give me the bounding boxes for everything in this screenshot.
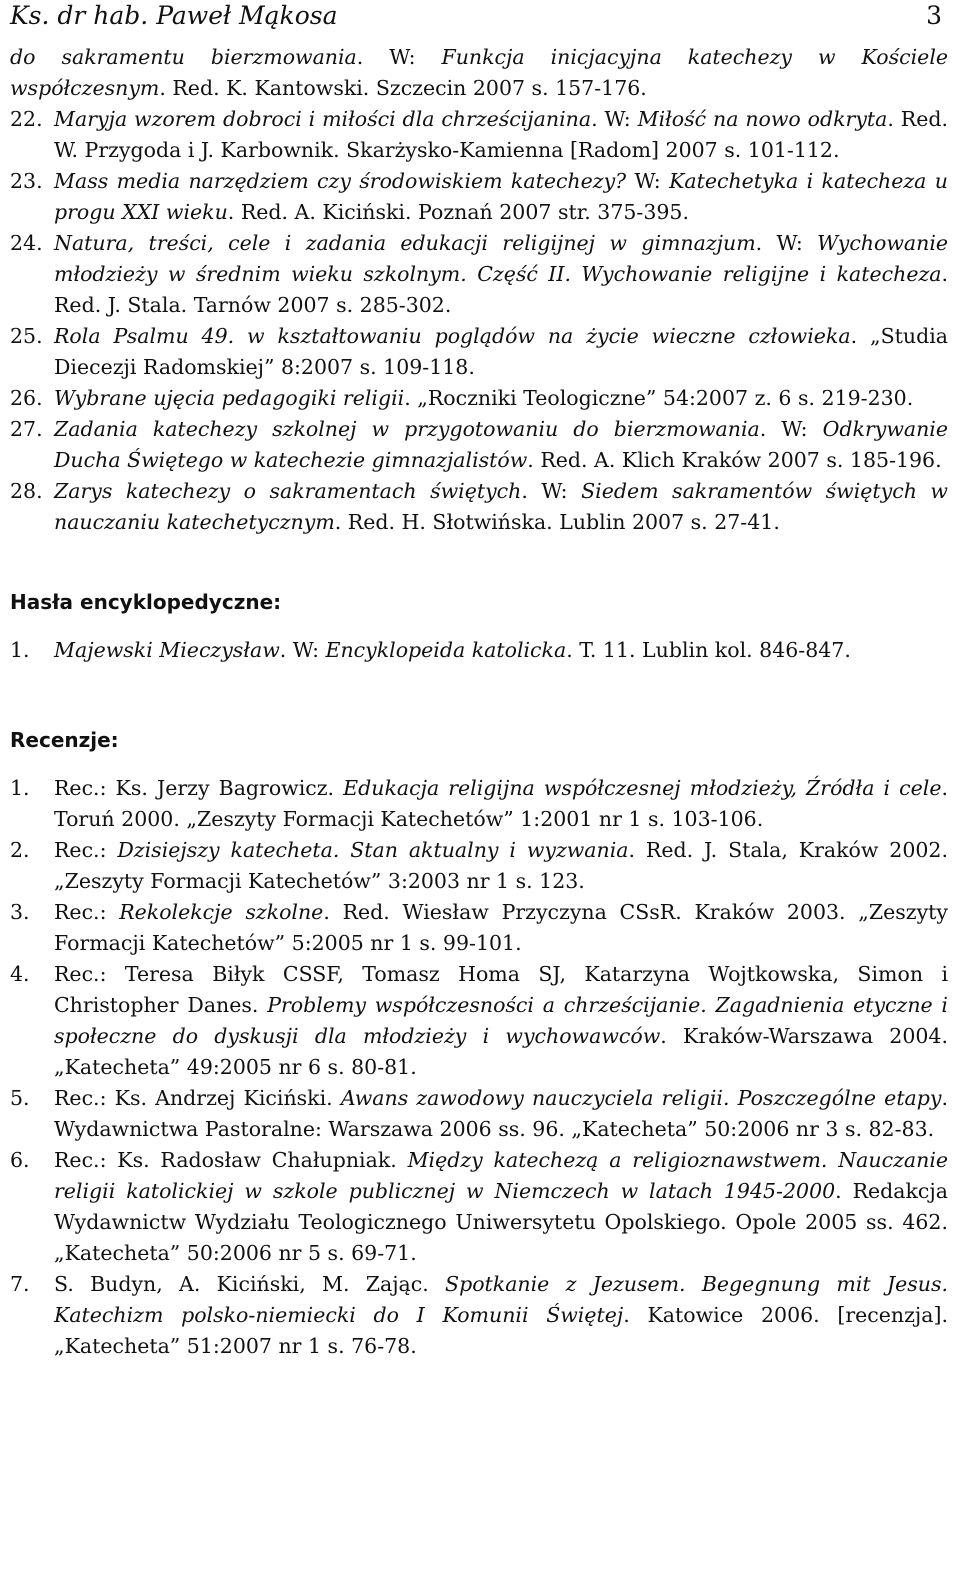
bibliography-entry <box>10 959 948 1083</box>
entry-title-text: Miłość na nowo odkryta <box>637 107 888 131</box>
entry-title-text: Zadania katechezy szkolnej w przygotowaniu do bierzmowania <box>54 417 760 441</box>
heading-spacer <box>10 617 948 635</box>
entry-text: . Toruń 2000. „Zeszyty Formacji Katechetów” 1:2001 nr 1 s. 103-106. <box>54 776 948 831</box>
publications-list <box>10 42 948 538</box>
entry-text: . Red. A. Klich Kraków 2007 s. 185-196. <box>527 448 942 472</box>
entry-title-text: Natura, treści, cele i zadania edukacji religijnej w gimnazjum <box>54 231 756 255</box>
reviews-heading: Recenzje: <box>10 728 119 752</box>
bibliography-entry <box>10 321 948 383</box>
bibliography-entry <box>10 773 948 835</box>
encyclopedia-list <box>10 635 948 666</box>
entry-title-text: Encyklopeida katolicka <box>325 638 567 662</box>
entry-text: . Red. W. Przygoda i J. Karbownik. Skarżysko-Kamienna [Radom] 2007 s. 101-112. <box>54 107 948 162</box>
entry-number: 5. <box>10 1086 30 1110</box>
entry-title-text: Katechetyka i katecheza u progu XXI wieku <box>54 169 948 224</box>
entry-title-text: Rola Psalmu 49. w kształtowaniu poglądów na życie wieczne człowieka <box>54 324 851 348</box>
bibliography-entry <box>10 104 948 166</box>
header-author: Ks. dr hab. Paweł Mąkosa <box>10 1 338 30</box>
entry-title-text: Maryja wzorem dobroci i miłości dla chrześcijanina <box>54 107 592 131</box>
entry-text: . Red. Wiesław Przyczyna CSsR. Kraków 2003. „Zeszyty Formacji Katechetów” 5:2005 nr 1 s. 99-101. <box>54 900 948 955</box>
entry-text: . „Studia Diecezji Radomskiej” 8:2007 s. 109-118. <box>54 324 948 379</box>
entry-title-text: do sakramentu bierzmowania <box>10 45 357 69</box>
bibliography-entry <box>10 166 948 228</box>
bibliography-entry <box>10 228 948 321</box>
entry-number: 25. <box>10 324 43 348</box>
entry-text: . Redakcja Wydawnictw Wydziału Teologicznego Uniwersytetu Opolskiego. Opole 2005 ss. 462. „Katecheta” 50:2006 nr 5 s. 69-71. <box>54 1179 948 1265</box>
bibliography-entry <box>10 635 948 666</box>
reviews-list <box>10 773 948 1362</box>
bibliography-entry <box>10 414 948 476</box>
bibliography-entry <box>10 835 948 897</box>
entry-text: . W: <box>356 45 442 69</box>
page-number: 3 <box>926 1 942 30</box>
entry-number: 22. <box>10 107 43 131</box>
entry-title-text: Funkcja inicjacyjna katechezy w Kościele współczesnym <box>10 45 949 100</box>
entry-title-text: Problemy współczesności a chrześcijanie. Zagadnienia etyczne i społeczne do dyskusji dla młodzieży i wychowawców <box>54 993 948 1048</box>
bibliography-entry <box>10 1145 948 1269</box>
entry-text: . „Roczniki Teologiczne” 54:2007 z. 6 s. 219-230. <box>404 386 914 410</box>
entry-title-text: Spotkanie z Jezusem. Begegnung mit Jesus. Katechizm polsko-niemiecki do I Komunii Świętej <box>54 1272 948 1327</box>
entry-text: . Red. K. Kantowski. Szczecin 2007 s. 157-176. <box>159 76 647 100</box>
bibliography-entry <box>10 897 948 959</box>
entry-text: Rec.: <box>54 838 118 862</box>
entry-title-text: Mass media narzędziem czy środowiskiem katechezy? <box>54 169 627 193</box>
bibliography-entry <box>10 383 948 414</box>
entry-title-text: Edukacja religijna współczesnej młodzieży, Źródła i cele <box>343 776 942 800</box>
entry-number: 6. <box>10 1148 30 1172</box>
entry-title-text: Wychowanie młodzieży w średnim wieku szkolnym. Część II. Wychowanie religijne i katecheza <box>54 231 949 286</box>
encyclopedia-section <box>10 587 948 666</box>
section-spacer <box>10 666 948 725</box>
entry-text: Rec.: Ks. Jerzy Bagrowicz. <box>54 776 344 800</box>
entry-title-text: Rekolekcje szkolne <box>119 900 324 924</box>
entry-number: 2. <box>10 838 30 862</box>
reviews-section <box>10 725 948 1362</box>
bibliography-entry <box>10 476 948 538</box>
entry-number: 28. <box>10 479 43 503</box>
entry-text: Rec.: <box>54 900 120 924</box>
entry-number: 7. <box>10 1272 30 1296</box>
entry-title-text: Wybrane ujęcia pedagogiki religii <box>54 386 405 410</box>
encyclopedia-heading: Hasła encyklopedyczne: <box>10 590 282 614</box>
entry-text: . Red. J. Stala. Tarnów 2007 s. 285-302. <box>54 262 948 317</box>
entry-number: 4. <box>10 962 30 986</box>
entry-text: S. Budyn, A. Kiciński, M. Zając. <box>54 1272 446 1296</box>
entry-text: . Kraków-Warszawa 2004. „Katecheta” 49:2005 nr 6 s. 80-81. <box>54 1024 948 1079</box>
entry-text: . Red. H. Słotwińska. Lublin 2007 s. 27-41. <box>334 510 780 534</box>
bibliography-entry <box>10 1269 948 1362</box>
entry-text: . Wydawnictwa Pastoralne: Warszawa 2006 ss. 96. „Katecheta” 50:2006 nr 3 s. 82-83. <box>54 1086 949 1141</box>
entry-number: 26. <box>10 386 43 410</box>
entry-text: Rec.: Ks. Andrzej Kiciński. <box>54 1086 341 1110</box>
entry-number: 24. <box>10 231 43 255</box>
entry-title-text: Awans zawodowy nauczyciela religii. Poszczególne etapy <box>340 1086 942 1110</box>
entry-text: . T. 11. Lublin kol. 846-847. <box>566 638 851 662</box>
running-head <box>10 0 948 42</box>
entry-title-text: Dzisiejszy katecheta. Stan aktualny i wyzwania <box>117 838 629 862</box>
entry-title-text: Majewski Mieczysław <box>54 638 280 662</box>
section-spacer <box>10 538 948 587</box>
entry-text: . W: <box>279 638 326 662</box>
entry-text: . W: <box>755 231 818 255</box>
entry-title-text: Siedem sakramentów świętych w nauczaniu katechetycznym <box>54 479 948 534</box>
bibliography-entry <box>10 42 948 104</box>
entry-number: 1. <box>10 776 30 800</box>
heading-spacer <box>10 755 948 773</box>
entry-text: . Katowice 2006. [recenzja]. „Katecheta” 51:2007 nr 1 s. 76-78. <box>54 1303 949 1358</box>
entry-text: Rec.: Teresa Biłyk CSSF, Tomasz Homa SJ, Katarzyna Wojtkowska, Simon i Christopher Danes. <box>54 962 948 1017</box>
entry-title-text: Między katechezą a religioznawstwem. Nauczanie religii katolickiej w szkole publicznej w Niemczech w latach 1945-2000 <box>54 1148 949 1203</box>
entry-number: 3. <box>10 900 30 924</box>
entry-text: . Red. A. Kiciński. Poznań 2007 str. 375-395. <box>227 200 689 224</box>
entry-title-text: Odkrywanie Ducha Świętego w katechezie gimnazjalistów <box>54 417 948 472</box>
entry-text: W: <box>626 169 670 193</box>
entry-number: 1. <box>10 638 30 662</box>
entry-number: 23. <box>10 169 43 193</box>
entry-title-text: Zarys katechezy o sakramentach świętych <box>54 479 522 503</box>
bibliography-entry <box>10 1083 948 1145</box>
entry-text: . W: <box>521 479 582 503</box>
entry-text: . W: <box>591 107 638 131</box>
entry-text: . Red. J. Stala, Kraków 2002. „Zeszyty Formacji Katechetów” 3:2003 nr 1 s. 123. <box>54 838 948 893</box>
entry-number: 27. <box>10 417 43 441</box>
entry-text: Rec.: Ks. Radosław Chałupniak. <box>54 1148 408 1172</box>
entry-text: . W: <box>759 417 823 441</box>
